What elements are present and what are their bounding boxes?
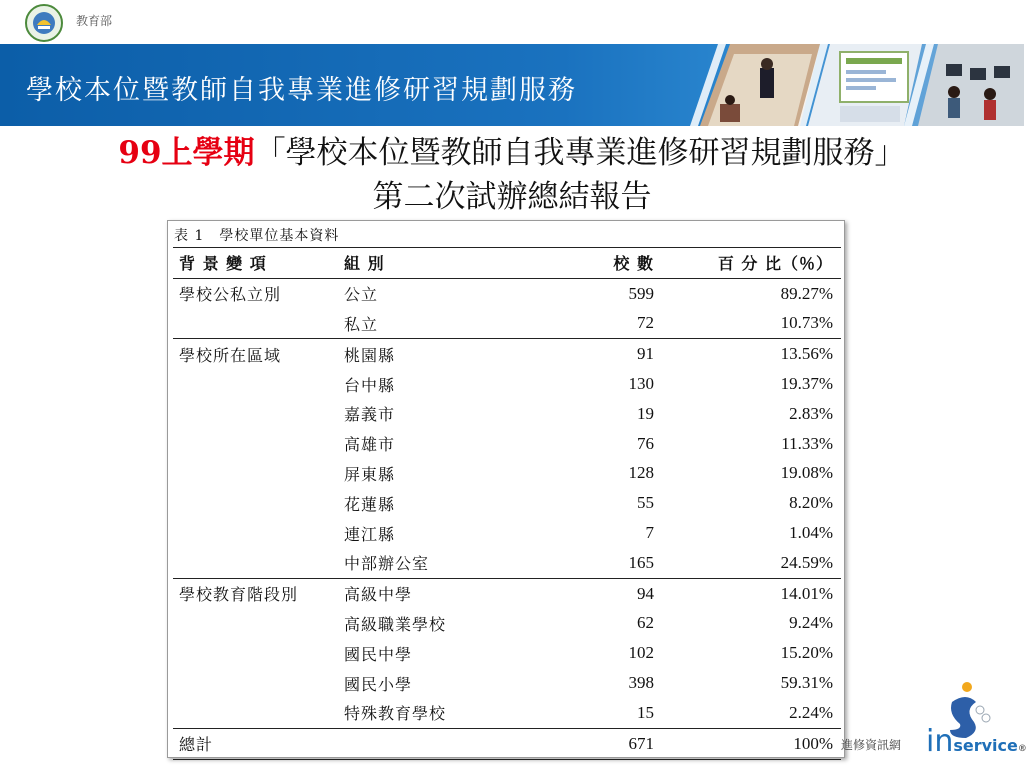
percent-cell: 89.27% [654,278,841,308]
report-headline [0,132,1024,174]
banner-title: 學校本位暨教師自我專業進修研習規劃服務 [26,75,577,106]
percent-cell: 19.08% [780,463,833,483]
percent-cell: 15.20% [780,643,833,663]
total-count: 671 [544,728,654,759]
brand-in: in [926,724,954,759]
table-row [173,278,841,308]
count-cell: 102 [628,643,654,663]
brand-wordmark [926,724,1027,759]
percent-cell: 8.20% [789,493,833,513]
group-cell: 台中縣 [344,375,396,395]
group-cell: 桃園縣 [344,339,544,369]
count-cell: 128 [628,463,654,483]
table-row [173,339,841,369]
percent-cell: 14.01% [654,578,841,608]
group-cell: 中部辦公室 [344,554,430,574]
table-total-row [173,728,841,759]
table-row [173,488,841,518]
table-row [173,638,841,668]
ministry-of-education-seal-icon [24,3,64,43]
table-row [173,518,841,548]
count-cell: 62 [637,613,654,633]
count-cell: 7 [645,523,654,543]
count-cell: 599 [544,278,654,308]
table-row [173,578,841,608]
group-cell: 公立 [344,278,544,308]
table-row [173,399,841,429]
header-percent: 百 分 比（％） [654,248,841,279]
header-variable: 背 景 變 項 [173,248,344,279]
percent-cell: 13.56% [654,339,841,369]
count-cell: 165 [628,552,654,572]
variable-cell: 學校教育階段別 [173,578,344,608]
table-row [173,429,841,459]
group-cell: 高級職業學校 [344,614,447,634]
group-cell: 連江縣 [344,524,396,544]
table-figure [167,220,845,758]
percent-cell: 10.73% [780,313,833,333]
group-cell: 國民中學 [344,644,413,664]
total-percent: 100% [654,728,841,759]
table-row [173,309,841,339]
count-cell: 398 [628,673,654,693]
count-cell: 94 [544,578,654,608]
table-caption: 表 1 學校單位基本資料 [174,228,340,244]
top-bar [0,0,1024,44]
brand-service: service [953,736,1018,755]
count-cell: 130 [628,374,654,394]
count-cell: 76 [637,433,654,453]
group-cell: 私立 [344,314,379,334]
table-row [173,698,841,728]
org-name: 教育部 [76,14,113,28]
variable-cell: 學校所在區域 [173,339,344,369]
percent-cell: 24.59% [780,552,833,572]
registered-mark: ® [1017,744,1027,754]
total-label: 總計 [173,728,344,759]
header-group: 組 別 [344,248,544,279]
group-cell: 高雄市 [344,435,396,455]
percent-cell: 11.33% [781,433,833,453]
table-header-row [173,248,841,279]
percent-cell: 2.24% [789,702,833,722]
group-cell: 嘉義市 [344,405,396,425]
count-cell: 72 [637,313,654,333]
percent-cell: 2.83% [789,403,833,423]
table-row [173,668,841,698]
count-cell: 55 [637,493,654,513]
report-title-line1: 「學校本位暨教師自我專業進修研習規劃服務」 [254,135,906,171]
title-banner [0,44,1024,126]
table-row [173,548,841,578]
percent-cell: 19.37% [780,374,833,394]
banner-photo-strip [690,44,1024,126]
group-cell: 國民小學 [344,674,413,694]
group-cell: 花蓮縣 [344,494,396,514]
table-row [173,459,841,489]
group-cell: 特殊教育學校 [344,704,447,724]
inservice-logo [840,680,1027,768]
group-cell: 高級中學 [344,578,544,608]
semester-label: 99上學期 [118,135,255,171]
count-cell: 91 [544,339,654,369]
site-label: 進修資訊網 [841,738,902,752]
table-row [173,609,841,639]
header-count: 校 數 [544,248,654,279]
report-title-line2: 第二次試辦總結報告 [372,179,652,215]
count-cell: 15 [637,702,654,722]
group-cell: 屏東縣 [344,464,396,484]
school-basic-data-table [173,247,841,760]
count-cell: 19 [637,403,654,423]
variable-cell: 學校公私立別 [173,278,344,308]
percent-cell: 9.24% [789,613,833,633]
percent-cell: 1.04% [789,523,833,543]
table-row [173,369,841,399]
percent-cell: 59.31% [780,673,833,693]
